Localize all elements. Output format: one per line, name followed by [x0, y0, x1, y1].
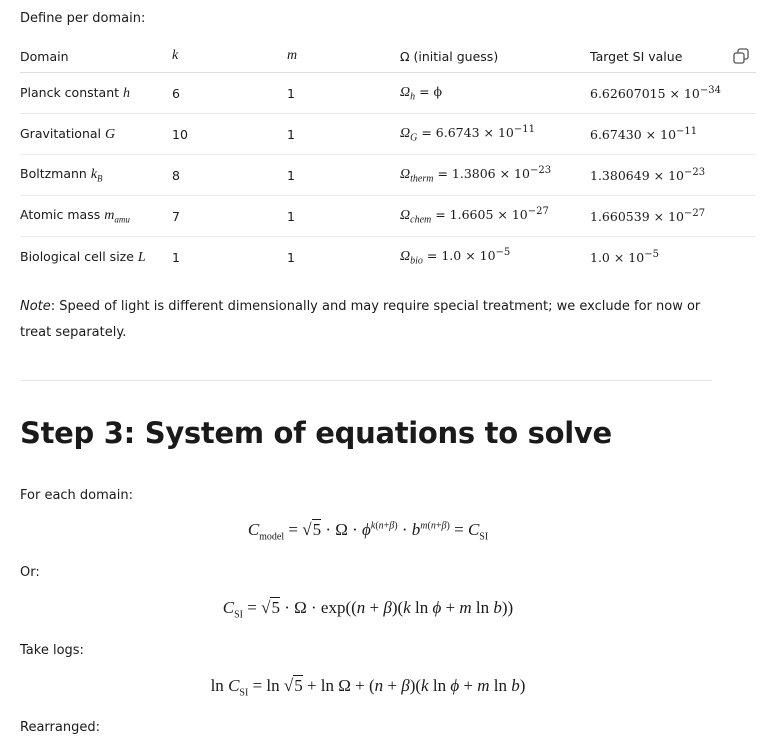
- omega-exponent: −23: [529, 165, 552, 177]
- domain-symbol-subscript: amu: [114, 214, 130, 225]
- domain-symbol: h: [123, 85, 131, 101]
- note-paragraph: [20, 294, 710, 346]
- target-value: 6.67430 × 10: [590, 127, 677, 143]
- note-text: : Speed of light is different dimensionally and may require special treatment; we exclude for now or treat separately.: [20, 299, 701, 340]
- omega-exponent: −27: [527, 206, 549, 218]
- equation-log: $\ln C_{SI} = \ln √5 + \ln \Omega + (n + \beta)(k$ ln ϕ + m ln b): [210, 676, 526, 699]
- header-k: k: [172, 40, 287, 73]
- k-value: 8: [172, 155, 287, 196]
- m-value: 1: [287, 196, 400, 237]
- domain-table: [20, 40, 756, 277]
- table-row: Planck constant h 6 1 $\Omega_h = \phi$ $6.62607015 \times 10^{-34}$: [20, 73, 756, 114]
- domain-name: Biological cell size: [20, 248, 134, 264]
- m-value: 1: [287, 114, 400, 155]
- target-value: 1.0 × 10: [590, 250, 645, 266]
- intro-text: Define per domain:: [20, 11, 146, 26]
- domain-name: Planck constant: [20, 84, 120, 100]
- omega-value: = 1.0 × 10: [426, 248, 496, 264]
- domain-name: Gravitational: [20, 125, 101, 141]
- target-exponent: −34: [699, 84, 721, 96]
- domain-symbol: k: [90, 167, 98, 183]
- omega-subscript: h: [410, 91, 416, 103]
- omega-exponent: −5: [495, 247, 511, 259]
- note-label: Note: [20, 299, 51, 314]
- table-row: Boltzmann $k_B$ 8 1 $\Omega_{therm} = 1.3806 \times 10^{-23}$ $1.380649 \times 10^{-23}$: [20, 155, 756, 196]
- target-value: 1.660539 × 10: [590, 209, 684, 225]
- omega-value: = 1.3806 × 10: [437, 166, 530, 182]
- target-exponent: −23: [683, 166, 706, 178]
- domain-symbol-subscript: B: [97, 173, 103, 184]
- m-value: 1: [287, 249, 295, 265]
- equation-exp: $C_{SI} = √5 \cdot \Omega \cdot \exp((n + \beta)(k$ ln ϕ + m ln b)): [222, 598, 514, 621]
- omega-exponent: −11: [513, 124, 535, 136]
- omega-subscript: chem: [410, 214, 432, 226]
- omega-value: = 6.6743 × 10: [421, 125, 514, 141]
- paragraph-rearranged: Rearranged:: [20, 720, 100, 735]
- m-value: 1: [287, 73, 400, 114]
- header-m: m: [287, 40, 400, 73]
- target-exponent: −5: [644, 248, 659, 260]
- target-exponent: −27: [683, 207, 706, 219]
- target-exponent: −11: [676, 125, 698, 137]
- domain-symbol: G: [104, 126, 116, 142]
- table-row: Biological cell size L 1 1 $\Omega_{bio} = 1.0 \times 10^{-5}$ $1.0 \times 10^{-5}$: [20, 237, 756, 278]
- header-omega: Ω (initial guess): [400, 40, 590, 73]
- paragraph-or: Or:: [20, 565, 40, 580]
- target-value: 6.62607015 × 10: [590, 86, 700, 102]
- paragraph-take-logs: Take logs:: [20, 643, 84, 658]
- omega-subscript: G: [410, 132, 418, 144]
- k-value: 6: [172, 73, 287, 114]
- domain-name: Boltzmann: [20, 166, 87, 182]
- divider: [20, 380, 712, 381]
- k-value: 1: [172, 249, 180, 265]
- header-target: Target SI value: [590, 40, 756, 73]
- omega-subscript: bio: [410, 255, 423, 267]
- omega-value: = 1.6605 × 10: [435, 207, 528, 223]
- k-value: 10: [172, 114, 287, 155]
- m-value: 1: [287, 155, 400, 196]
- header-domain: Domain: [20, 40, 172, 73]
- target-value: 1.380649 × 10: [590, 168, 684, 184]
- domain-symbol: m: [104, 208, 115, 224]
- section-heading: Step 3: System of equations to solve: [20, 416, 612, 450]
- table-row: Gravitational G 10 1 $\Omega_G = 6.6743 \times 10^{-11}$ $6.67430 \times 10^{-11}$: [20, 114, 756, 155]
- paragraph-for-each: For each domain:: [20, 488, 133, 503]
- domain-symbol: L: [137, 249, 146, 265]
- equation-model: $C_{model} = √5 \cdot \Omega \cdot \phi^{k(n+\beta)} \cdot b^{m(n+\beta)} = C_{SI}$: [247, 520, 489, 543]
- table-row: Atomic mass $m_{amu}$ 7 1 $\Omega_{chem} = 1.6605 \times 10^{-27}$ $1.660539 \times 10^{-27}$: [20, 196, 756, 237]
- omega-subscript: therm: [410, 173, 434, 185]
- k-value: 7: [172, 196, 287, 237]
- domain-name: Atomic mass: [20, 207, 101, 223]
- omega-value: = ϕ: [419, 83, 443, 99]
